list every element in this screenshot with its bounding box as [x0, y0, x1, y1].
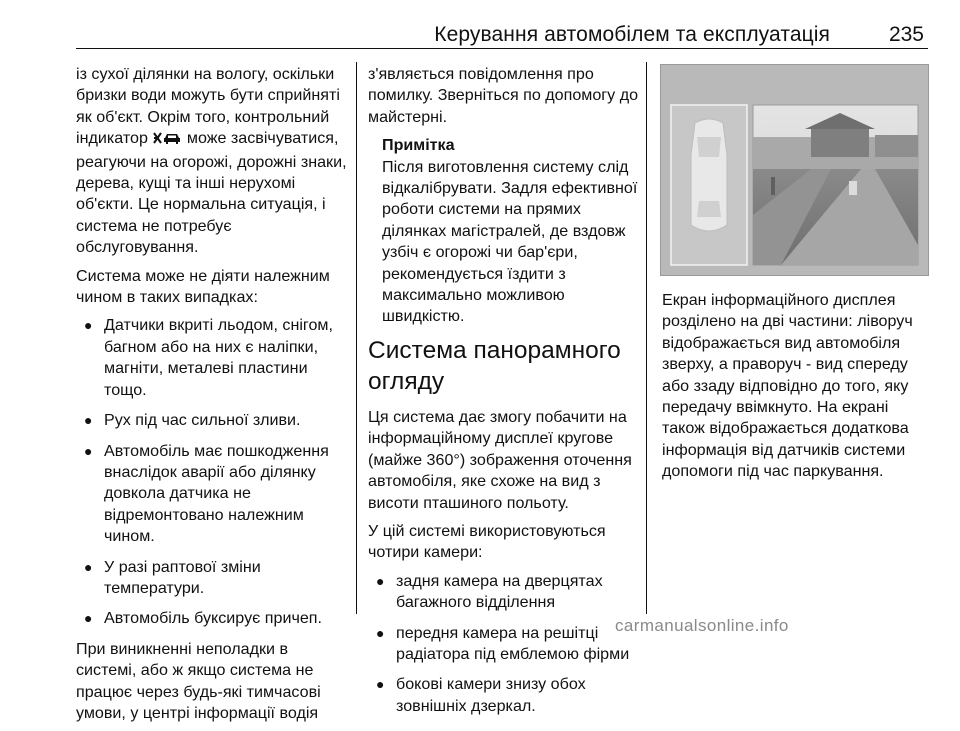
side-blind-zone-car-icon	[152, 130, 182, 151]
page-header	[76, 8, 928, 49]
note-heading: Примітка	[382, 136, 455, 155]
panoramic-view-screen-image	[660, 64, 929, 276]
list-item: ● Рух під час сильної зливи.	[84, 411, 301, 430]
column-1	[76, 64, 348, 731]
image-caption: Екран інформаційного дисплея розділено на дві частини: ліворуч відображається вид автомобіля зверху, а праворуч - вид спереду або ззаду відповідно до того, яку передачу ввімкнуто. На екрані також відображається додаткова інформація від датчиків системи допомоги під час паркування.	[662, 291, 913, 481]
col2-paragraph-3: У цій системі використовуються чотири камери:	[368, 521, 606, 562]
note-text: Після виготовлення систему слід відкалібрувати. Задля ефективної роботи системи на прямих ділянках магістралей, де вздовж узбіч є огорожі чи бар'єри, рекомендується їздити з максимально можливою швидкістю.	[382, 157, 638, 326]
list-item: ● передня камера на решітці радіатора під емблемою фірми	[376, 623, 630, 663]
column-divider-1	[356, 62, 357, 614]
chapter-title: Керування автомобілем та експлуатація	[434, 23, 830, 46]
col1-paragraph-2: Система може не діяти належним чином в таких випадках:	[76, 266, 330, 307]
column-2	[368, 64, 640, 726]
col1-paragraph-1: із сухої ділянки на вологу, оскільки бризки води можуть бути сприйняті як об'єкт. Окрім того, контрольний індикатор може засвічуватися, реагуючи на огорожі, дорожні знаки, дерева, кущі та інші нерухомі об'єкти. Це нормальна ситуація, і система не потребує обслуговування.	[76, 65, 347, 257]
section-heading: Система панорамного огляду	[368, 336, 621, 395]
column-3	[662, 290, 932, 490]
col2-paragraph-1: з'являється повідомлення про помилку. Зверніться по допомогу до майстерні.	[368, 65, 639, 126]
watermark: carmanualsonline.info	[615, 616, 789, 635]
list-item: ● бокові камери знизу обох зовнішніх дзеркал.	[376, 675, 586, 715]
list-item: ● У разі раптової зміни температури.	[84, 557, 261, 597]
list-item: ● Датчики вкриті льодом, снігом, багном або на них є наліпки, магніти, металеві пластини тощо.	[84, 316, 333, 399]
list-item: ● задня камера на дверцятах багажного відділення	[376, 571, 603, 612]
page-number: 235	[888, 23, 924, 46]
note-block	[368, 135, 640, 328]
list-item: ● Автомобіль буксирує причеп.	[84, 609, 322, 628]
list-item: ● Автомобіль має пошкодження внаслідок аварії або ділянку довкола датчика не відремонтовано належним чином.	[84, 441, 329, 546]
col1-paragraph-3: При виникненні неполадки в системі, або ж якщо система не працює через будь-які тимчасові умови, у центрі інформації водія	[76, 639, 321, 722]
col2-paragraph-2: Ця система дає змогу побачити на інформаційному дисплеї кругове (майже 360°) зображення оточення автомобіля, яке схоже на вид з висоти пташиного польоту.	[368, 407, 632, 512]
column-divider-2	[646, 62, 647, 614]
